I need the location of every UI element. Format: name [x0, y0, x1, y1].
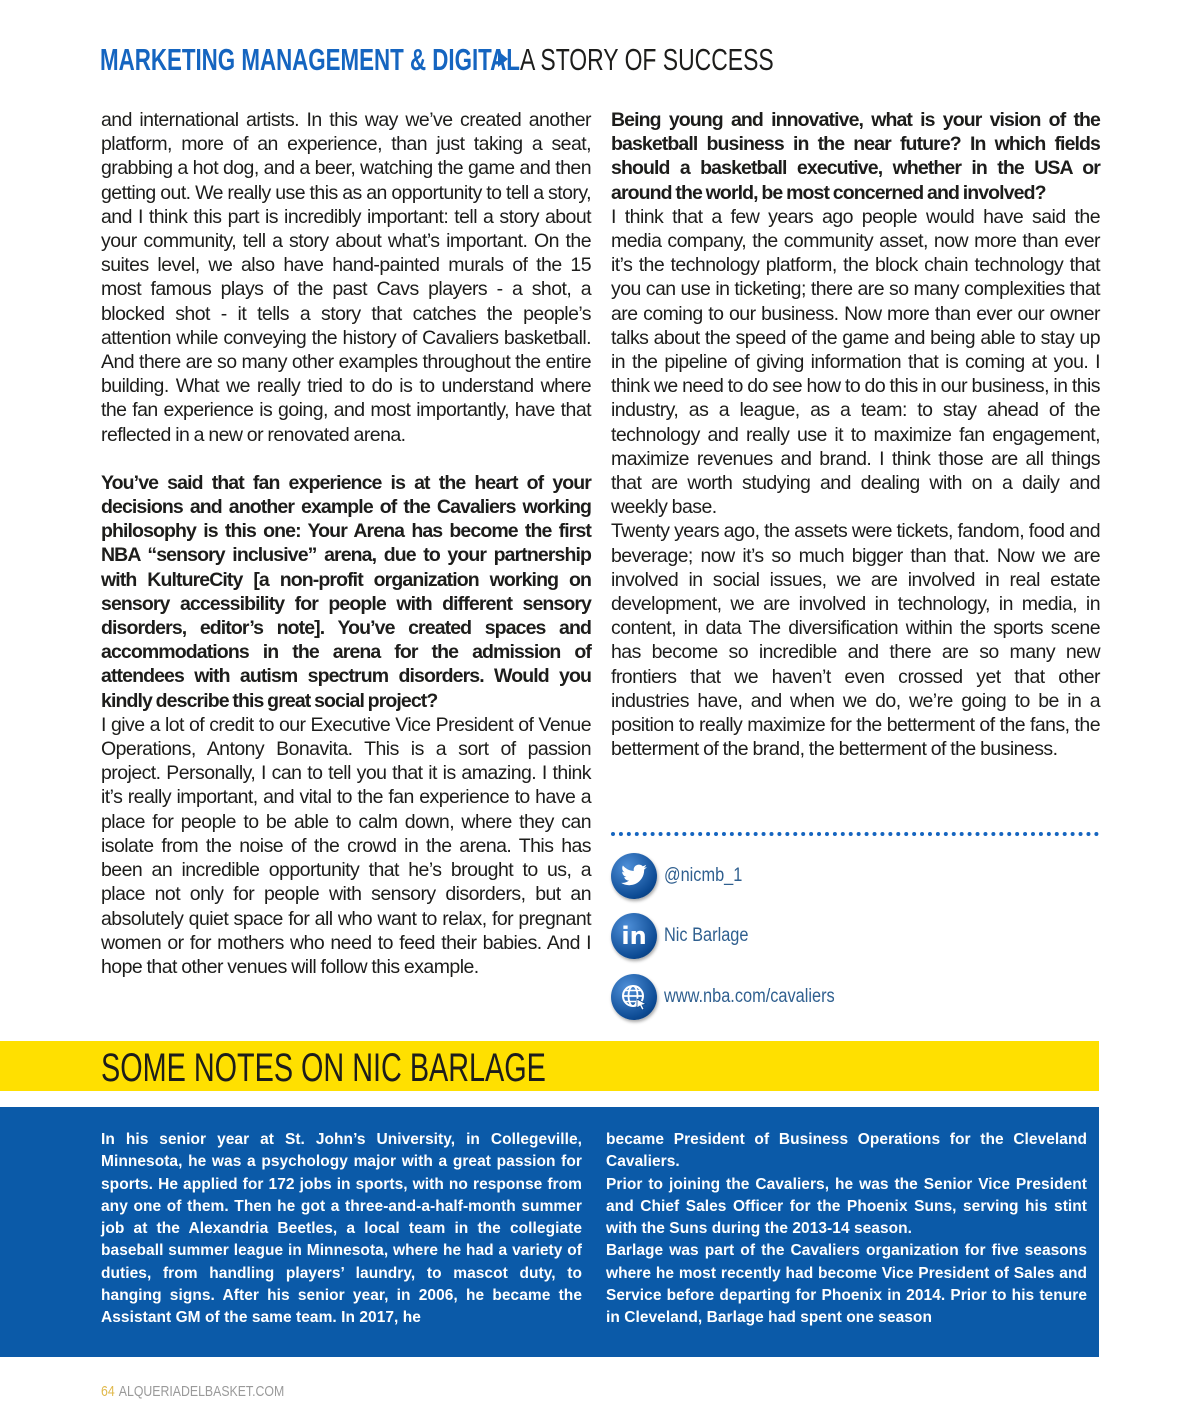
- notes-right-column: [606, 1129, 1087, 1330]
- twitter-handle[interactable]: @nicmb_1: [664, 865, 743, 886]
- arrow-right-icon: [498, 51, 508, 67]
- footer-site: ALQUERIADELBASKET.COM: [118, 1383, 285, 1400]
- notes-paragraph: In his senior year at St. John’s University, in Collegeville, Minnesota, he was a psychology major with a great passion for sports. He applied for 172 jobs in sports, with no response from any one of them. Then he got a three-and-a-half-month summer job at the Alexandria Beetles, a local team in the collegiate baseball summer league in Minnesota, where he had a variety of duties, from handling players’ laundry, to mascot duty, to hanging signs. After his senior year, in 2006, he became the Assistant GM of the same team. In 2017, he: [101, 1131, 582, 1327]
- story-title: A STORY OF SUCCESS: [520, 42, 774, 77]
- notes-title: SOME NOTES ON NIC BARLAGE: [101, 1046, 546, 1090]
- question-sensory: You’ve said that fan experience is at the heart of your decisions and another example of the Cavaliers working philosophy is this one: Your Arena has become the first NBA “sensory inclusive” arena, due to your partnership with KultureCity [a non-profit organization working on sensory accessibility for people with different sensory disorders, editor’s note]. You’ve created spaces and accommodations in the arena for the admission of attendees with autism spectrum disorders. Would you kindly describe this great social project?: [101, 471, 591, 712]
- notes-paragraph: became President of Business Operations for the Cleveland Cavaliers.: [606, 1131, 1087, 1171]
- social-linkedin[interactable]: [611, 913, 762, 959]
- twitter-icon: [611, 853, 657, 899]
- linkedin-name[interactable]: Nic Barlage: [664, 925, 749, 946]
- linkedin-icon: in: [611, 913, 657, 959]
- page-number: 64: [101, 1383, 115, 1400]
- answer-vision-1: I think that a few years ago people would have said the media company, the community asset, now more than ever it’s the technology platform, the block chain technology that you can use in ticketing; there are so many complexities that are coming to our business. Now more than ever our owner talks about the speed of the game and being able to stay up in the pipeline of giving information that is coming at you. I think we need to do see how to do this in our business, in this industry, as a league, as a team: to stay ahead of the technology and really use it to maximize fan engagement, maximize revenues and brand. I think those are all things that are worth studying and dealing with on a daily and weekly base.: [611, 205, 1100, 519]
- web-icon: [611, 974, 657, 1020]
- paragraph-intro: and international artists. In this way we’ve created another platform, more of an experience, than just taking a seat, grabbing a hot dog, and a beer, watching the game and then getting out. We really use this as an opportunity to tell a story, and I think this part is incredibly important: tell a story about your community, tell a story about what’s important. On the suites level, we also have hand-painted murals of the 15 most famous plays of the past Cavs players - a shot, a blocked shot - it tells a story that catches the people’s attention while conveying the history of Cavaliers basketball. And there are so many other examples throughout the entire building. What we really tried to do is to understand where the fan experience is going, and most importantly, have that reflected in a new or renovated arena.: [101, 109, 591, 446]
- notes-paragraph: Barlage was part of the Cavaliers organization for five seasons where he most recently had become Vice President of Sales and Service before departing for Phoenix in 2014. Prior to his tenure in Cleveland, Barlage had spent one season: [606, 1242, 1087, 1327]
- website-link[interactable]: www.nba.com/cavaliers: [664, 986, 835, 1007]
- notes-paragraph: Prior to joining the Cavaliers, he was the Senior Vice President and Chief Sales Officer for the Phoenix Suns, serving his stint with the Suns during the 2013-14 season.: [606, 1175, 1087, 1238]
- answer-vision-2: Twenty years ago, the assets were tickets, fandom, food and beverage; now it’s so much bigger than that. Now we are involved in social issues, we are involved in real estate development, we are involved in technology, in media, in content, in data The diversification within the sports scene has become so incredible and there are so many new frontiers that we haven’t even crossed yet that other industries have, and when we do, we’re going to be in a position to really maximize for the betterment of the fans, the betterment of the brand, the betterment of the business.: [611, 520, 1100, 761]
- social-twitter[interactable]: [611, 853, 755, 899]
- section-title: MARKETING MANAGEMENT & DIGITAL: [100, 42, 520, 77]
- page-header: [100, 38, 774, 82]
- social-web[interactable]: [611, 974, 863, 1020]
- notes-left-column: [101, 1129, 582, 1330]
- answer-sensory: I give a lot of credit to our Executive Vice President of Venue Operations, Antony Bonavita. This is a sort of passion project. Personally, I can to tell you that it is amazing. I think it’s really important, and vital to the fan experience to have a place for people to be able to calm down, where they can isolate from the noise of the crowd in the arena. This has been an incredible opportunity that he’s brought to us, a place not only for people with sensory disorders, but an absolutely quiet space for all who want to relax, for pregnant women or for mothers who need to feed their babies. And I hope that other venues will follow this example.: [101, 713, 591, 978]
- right-column: [611, 108, 1100, 761]
- left-column: [101, 108, 591, 979]
- page-footer: [101, 1383, 284, 1400]
- dotted-divider: [611, 832, 1099, 836]
- question-vision: Being young and innovative, what is your vision of the basketball business in the near future? In which fields should a basketball executive, whether in the USA or around the world, be most concerned and involved?: [611, 109, 1100, 204]
